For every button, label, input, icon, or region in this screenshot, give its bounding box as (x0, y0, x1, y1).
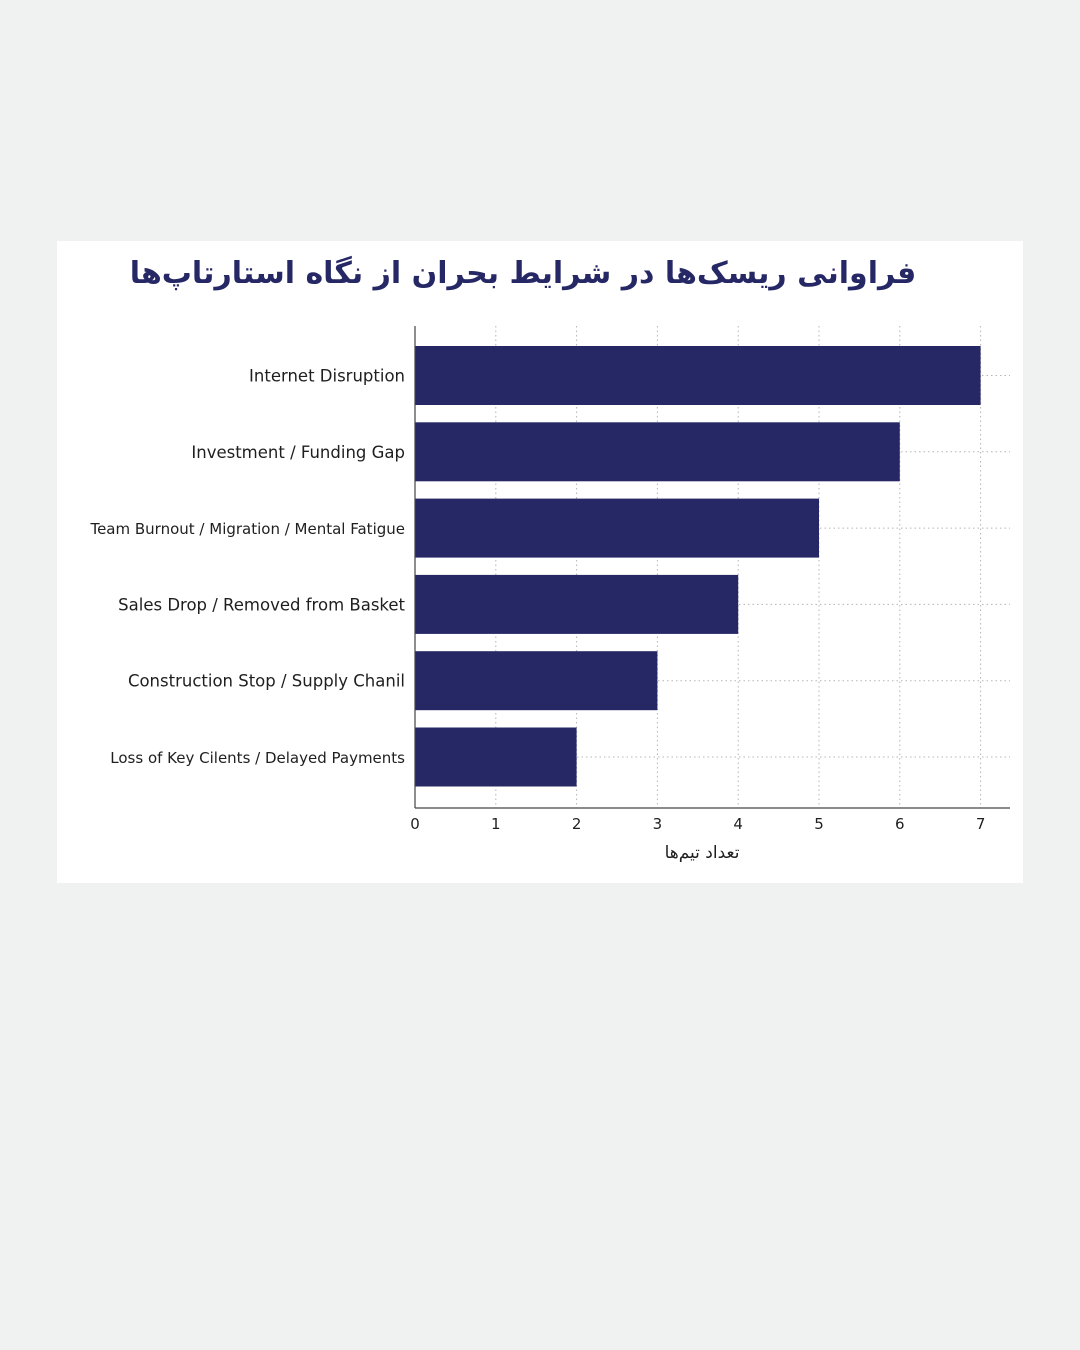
x-tick-label: 3 (652, 815, 663, 833)
x-tick-labels (410, 815, 985, 833)
x-tick-label: 7 (975, 815, 986, 833)
bar (415, 575, 738, 634)
category-label: Construction Stop / Supply Chanil (127, 671, 405, 691)
category-label: Team Burnout / Migration / Mental Fatigue (90, 520, 405, 539)
category-label: Loss of Key Cilents / Delayed Payments (110, 749, 405, 767)
x-tick-label: 0 (410, 815, 420, 833)
category-labels (89, 367, 405, 768)
x-tick-label: 1 (491, 815, 501, 833)
bar (415, 728, 577, 787)
x-axis-label: تعداد تیم‌ها (664, 843, 740, 863)
chart-title: فراوانی ریسک‌ها در شرایط بحران از نگاه استارتاپ‌ها (129, 256, 917, 291)
bar (415, 346, 981, 405)
x-tick-label: 2 (571, 815, 582, 833)
bar (415, 651, 657, 710)
bars (415, 346, 981, 787)
x-tick-label: 4 (733, 815, 743, 833)
bar (415, 499, 819, 558)
x-tick-label: 5 (814, 815, 824, 833)
category-label: Internet Disruption (249, 366, 405, 386)
x-tick-label: 6 (895, 815, 905, 833)
category-label: Sales Drop / Removed from Basket (118, 595, 405, 615)
category-label: Investment / Funding Gap (191, 442, 405, 462)
bar (415, 422, 900, 481)
